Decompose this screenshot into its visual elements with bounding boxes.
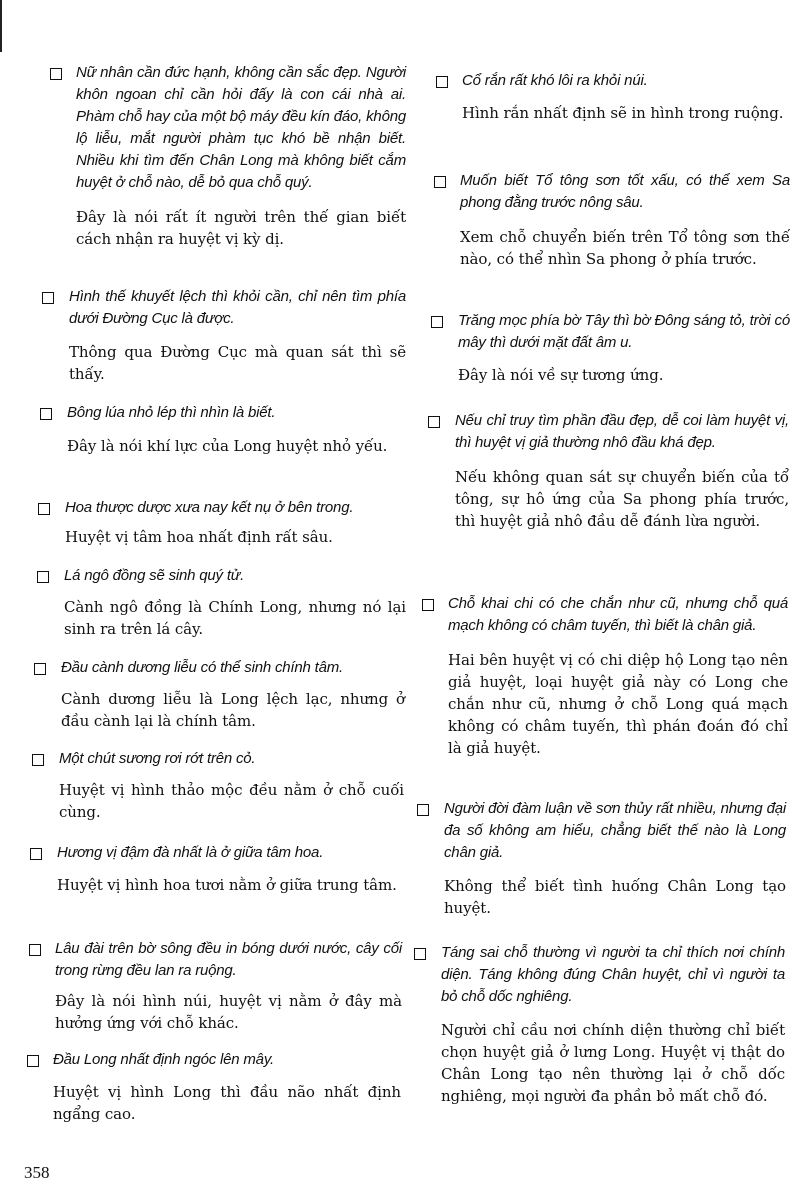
proverb-text: Táng sai chỗ thường vì người ta chỉ thích nơi chính diện. Táng không đúng Chân huyệt, chỉ vì người ta bỏ chỗ dốc nghiêng. <box>441 944 785 1005</box>
proverb-text: Một chút sương rơi rớt trên cỏ. <box>59 750 256 767</box>
entry-right-4 <box>455 410 789 532</box>
checkbox-icon <box>32 754 44 766</box>
page-number: 358 <box>24 1163 50 1182</box>
explanation-text: Nếu không quan sát sự chuyển biến của tổ tông, sự hô ứng của Sa phong phía trước, thì huyệt giả nhô đầu dễ đánh lừa người. <box>455 468 789 530</box>
proverb-text: Người đời đàm luận về sơn thủy rất nhiều, nhưng đại đa số không am hiểu, chẳng biết thế nào là Long chân giả. <box>444 800 786 861</box>
explanation-text: Xem chỗ chuyển biến trên Tổ tông sơn thế nào, có thể nhìn Sa phong ở phía trước. <box>460 228 790 268</box>
entry-left-4 <box>65 497 406 548</box>
entry-left-3 <box>67 402 406 457</box>
entry-left-1 <box>76 62 406 250</box>
proverb-text: Đầu Long nhất định ngóc lên mây. <box>53 1051 274 1068</box>
proverb-text: Hương vị đậm đà nhất là ở giữa tâm hoa. <box>57 844 324 861</box>
checkbox-icon <box>50 68 62 80</box>
explanation-text: Huyệt vị hình hoa tươi nằm ở giữa trung tâm. <box>57 876 397 894</box>
proverb-text: Hoa thược dược xưa nay kết nụ ở bên trong. <box>65 499 354 516</box>
explanation-text: Cành dương liễu là Long lệch lạc, nhưng ở đầu cành lại là chính tâm. <box>61 690 405 730</box>
explanation-text: Huyệt vị tâm hoa nhất định rất sâu. <box>65 528 333 546</box>
checkbox-icon <box>30 848 42 860</box>
explanation-text: Đây là nói hình núi, huyệt vị nằm ở đây mà hưởng ứng với chỗ khác. <box>55 992 402 1032</box>
explanation-text: Hình rắn nhất định sẽ in hình trong ruộng. <box>462 104 784 122</box>
proverb-text: Trăng mọc phía bờ Tây thì bờ Đông sáng tỏ, trời có mây thì dưới mặt đất âm u. <box>458 312 790 351</box>
checkbox-icon <box>428 416 440 428</box>
checkbox-icon <box>34 663 46 675</box>
checkbox-icon <box>414 948 426 960</box>
checkbox-icon <box>29 944 41 956</box>
proverb-text: Cổ rắn rất khó lôi ra khỏi núi. <box>462 72 648 89</box>
checkbox-icon <box>38 503 50 515</box>
checkbox-icon <box>27 1055 39 1067</box>
proverb-text: Hình thế khuyết lệch thì khỏi cần, chỉ nên tìm phía dưới Đường Cục là được. <box>69 288 406 327</box>
explanation-text: Cành ngô đồng là Chính Long, nhưng nó lại sinh ra trên lá cây. <box>64 598 406 638</box>
entry-right-1 <box>462 70 790 124</box>
entry-left-7 <box>59 748 404 823</box>
checkbox-icon <box>37 571 49 583</box>
explanation-text: Thông qua Đường Cục mà quan sát thì sẽ thấy. <box>69 343 406 383</box>
explanation-text: Đây là nói về sự tương ứng. <box>458 366 664 384</box>
proverb-text: Bông lúa nhỏ lép thì nhìn là biết. <box>67 404 276 421</box>
explanation-text: Hai bên huyệt vị có chi diệp hộ Long tạo nên giả huyệt, loại huyệt giả này có Long che chắn như cũ, nhưng ở chỗ Long quá mạch không có châm tuyến, thì phán đoán đó chỉ là giả huyệt. <box>448 651 788 757</box>
entry-left-5 <box>64 565 406 640</box>
explanation-text: Huyệt vị hình Long thì đầu não nhất định ngẩng cao. <box>53 1083 401 1123</box>
entry-left-10 <box>53 1049 401 1125</box>
page-edge-mark <box>0 0 2 52</box>
checkbox-icon <box>417 804 429 816</box>
entry-right-3 <box>458 310 790 386</box>
checkbox-icon <box>42 292 54 304</box>
proverb-text: Muốn biết Tổ tông sơn tốt xấu, có thể xem Sa phong đằng trước nông sâu. <box>460 172 790 211</box>
proverb-text: Lâu đài trên bờ sông đều in bóng dưới nước, cây cối trong rừng đều lan ra ruộng. <box>55 940 402 979</box>
checkbox-icon <box>40 408 52 420</box>
entry-left-2 <box>69 286 406 385</box>
explanation-text: Đây là nói khí lực của Long huyệt nhỏ yếu. <box>67 437 388 455</box>
proverb-text: Đầu cành dương liễu có thể sinh chính tâm. <box>61 659 344 676</box>
entry-left-6 <box>61 657 405 732</box>
explanation-text: Đây là nói rất ít người trên thế gian biết cách nhận ra huyệt vị kỳ dị. <box>76 208 406 248</box>
entry-left-9 <box>55 938 402 1034</box>
explanation-text: Người chỉ cầu nơi chính diện thường chỉ biết chọn huyệt giả ở lưng Long. Huyệt vị thật do Chân Long tạo nên thường lại ở chỗ dốc nghiêng, mọi người đa phần bỏ mất chỗ đó. <box>441 1021 785 1105</box>
checkbox-icon <box>431 316 443 328</box>
checkbox-icon <box>434 176 446 188</box>
proverb-text: Chỗ khai chi có che chắn như cũ, nhưng chỗ quá mạch không có châm tuyến, thì biết là chân giả. <box>448 595 788 634</box>
explanation-text: Huyệt vị hình thảo mộc đều nằm ở chỗ cuối cùng. <box>59 781 404 821</box>
entry-left-8 <box>57 842 403 896</box>
checkbox-icon <box>422 599 434 611</box>
entry-right-7 <box>441 942 785 1107</box>
checkbox-icon <box>436 76 448 88</box>
entry-right-5 <box>448 593 788 759</box>
explanation-text: Không thể biết tình huống Chân Long tạo huyệt. <box>444 877 786 917</box>
proverb-text: Nếu chỉ truy tìm phần đầu đẹp, dễ coi làm huyệt vị, thì huyệt vị giả thường nhô đầu khá đẹp. <box>455 412 789 451</box>
proverb-text: Nữ nhân cần đức hạnh, không cần sắc đẹp. Người khôn ngoan chỉ cần hỏi đấy là con cái nhà ai. Phàm chỗ hay của một bộ máy đều kín đáo, không lộ liễu, mắt người phàm tục khó bề nhận biết. Nhiều khi tìm đến Chân Long mà không biết cắm huyệt ở chỗ nào, dễ bỏ qua chỗ quý. <box>76 64 406 191</box>
entry-right-6 <box>444 798 786 919</box>
proverb-text: Lá ngô đồng sẽ sinh quý tử. <box>64 567 245 584</box>
entry-right-2 <box>460 170 790 270</box>
